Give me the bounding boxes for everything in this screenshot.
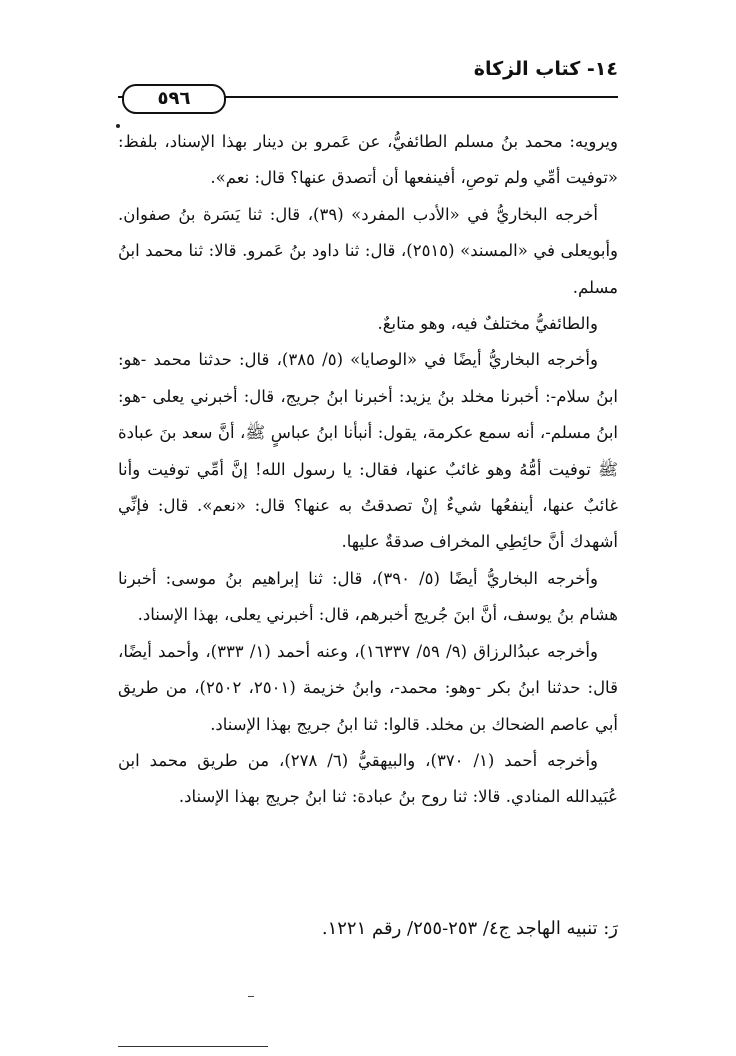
paragraph-1: ويرويه: محمد بنُ مسلم الطائفيُّ، عن عَمرو بن دينار بهذا الإسناد، بلفظ: «توفيت أمِّي ولم توصِ، أفينفعها أن أتصدق عنها؟ قال: نعم». [118,132,618,188]
paragraph-2: أخرجه البخاريُّ في «الأدب المفرد» (٣٩)، قال: ثنا يَسَرة بنُ صفوان. وأبويعلى في «المسند» (٢٥١٥)، قال: ثنا داود بنُ عَمرو. قالا: ثنا محمد ابنُ مسلم. [118,204,618,297]
chapter-title: ١٤- كتاب الزكاة [473,58,618,80]
body-text [118,124,618,816]
reference-note: رَ: تنبيه الهاجد ج٤/ ٢٥٣-٢٥٥/ رقم ١٢٢١. [321,918,618,939]
paragraph-4: وأخرجه البخاريُّ أيضًا في «الوصايا» (٥/ ٣٨٥)، قال: حدثنا محمد -هو: ابنُ سلام-: أخبرنا مخلد بنُ يزيد: أخبرنا ابنُ جريج، قال: أخبرني يعلى -هو: ابنُ مسلم-، أنه سمع عكرمة، يقول: أنبأنا ابنُ عباسٍ ﷺ، أنَّ سعد بنَ عبادة ﷺ توفيت أمُّهُ وهو غائبٌ عنها، فقال: يا رسول الله! إنَّ أمِّي توفيت وأنا غائبٌ عنها، أينفعُها شيءٌ إنْ تصدقتُ به عنها؟ قال: «نعم». قال: فإنِّي أشهدك أنَّ حائِطِي المخراف صدقةٌ عليها. [118,350,618,552]
stray-mark [248,996,254,997]
footer-rule [118,1046,268,1047]
page-number: ٥٩٦ [122,84,226,114]
paragraph-7: وأخرجه أحمد (١/ ٣٧٠)، والبيهقيُّ (٦/ ٢٧٨)، من طريق محمد ابن عُبَيدالله المنادي. قالا: ثنا روح بنُ عبادة: ثنا ابنُ جريج بهذا الإسناد. [118,750,618,807]
paragraph-3: والطائفيُّ مختلفٌ فيه، وهو متابعٌ. [377,314,598,334]
paragraph-5: وأخرجه البخاريُّ أيضًا (٥/ ٣٩٠)، قال: ثنا إبراهيم بنُ موسى: أخبرنا هشام بنُ يوسف، أنَّ ابنَ جُريج أخبرهم، قال: أخبرني يعلى، بهذا الإسناد. [118,568,618,625]
paragraph-6: وأخرجه عبدُالرزاق (٩/ ٥٩/ ١٦٣٣٧)، وعنه أحمد (١/ ٣٣٣)، وأحمد أيضًا، قال: حدثنا ابنُ بكر -وهو: محمد-، وابنُ خزيمة (٢٥٠١، ٢٥٠٢)، من طريق أبي عاصم الضحاك بن مخلد. قالوا: ثنا ابنُ جريج بهذا الإسناد. [118,641,618,734]
